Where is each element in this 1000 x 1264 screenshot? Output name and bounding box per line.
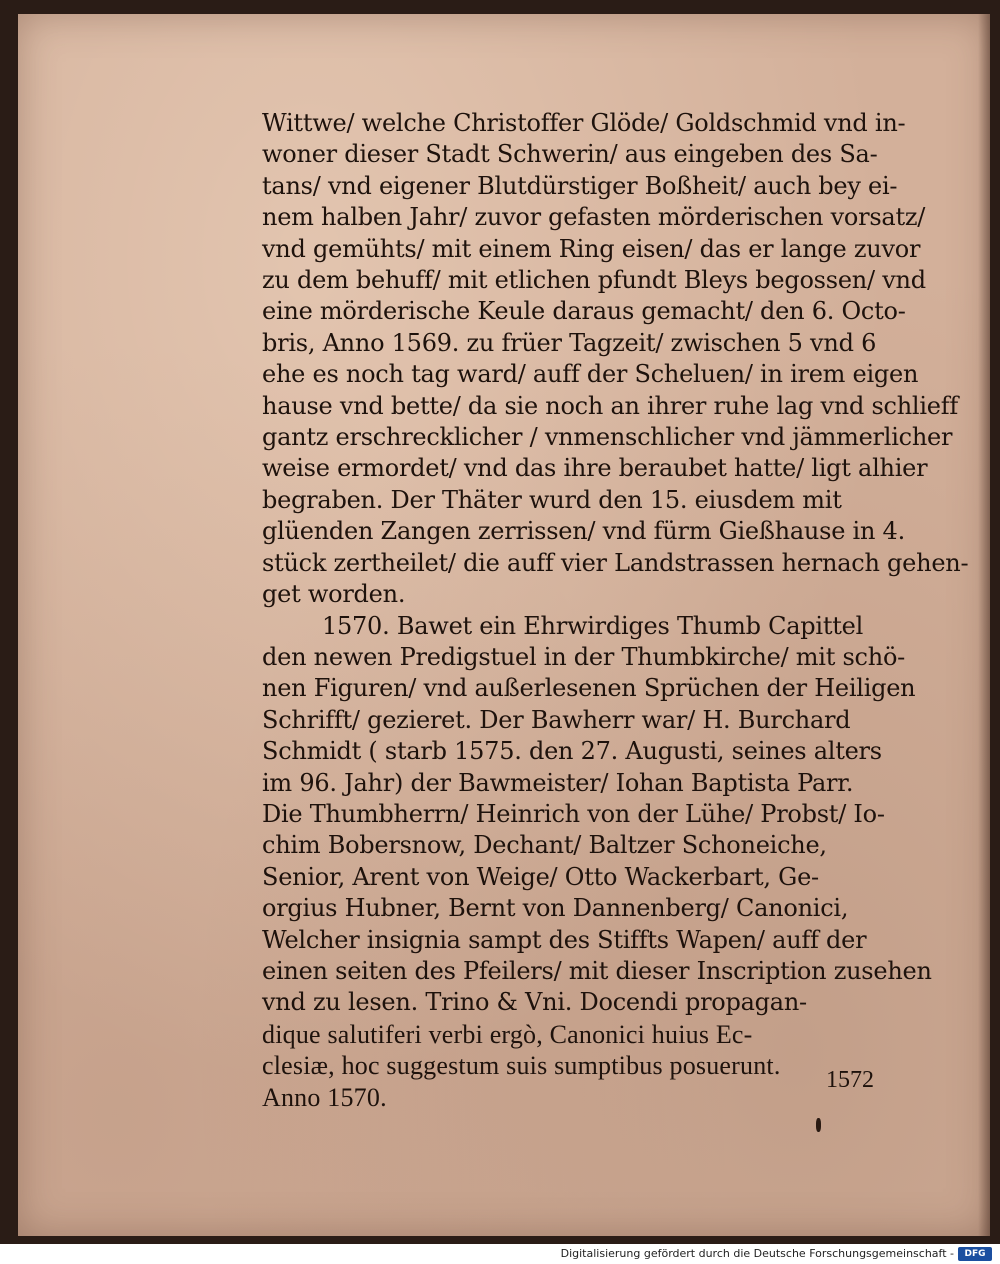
text-line: stück zertheilet/ die auff vier Landstrassen hernach gehen- <box>262 548 969 577</box>
text-line: Schmidt ( starb 1575. den 27. Augusti, seines alters <box>262 737 882 766</box>
text-line: Senior, Arent von Weige/ Otto Wackerbart, Ge- <box>262 862 819 891</box>
text-line: dique salutiferi verbi ergò, Canonici huius Ec- <box>262 1019 753 1049</box>
text-line: vnd gemühts/ mit einem Ring eisen/ das er lange zuvor <box>262 234 921 263</box>
footer-bar <box>0 1244 1000 1264</box>
page-edge-shadow <box>978 14 990 1236</box>
text-line: begraben. Der Thäter wurd den 15. eiusdem mit <box>262 485 842 514</box>
text-line: im 96. Jahr) der Bawmeister/ Iohan Baptista Parr. <box>262 768 854 797</box>
text-line: nen Figuren/ vnd außerlesenen Sprüchen der Heiligen <box>262 674 916 703</box>
text-line: zu dem behuff/ mit etlichen pfundt Bleys begossen/ vnd <box>262 266 926 295</box>
text-line: vnd zu lesen. Trino & Vni. Docendi propagan- <box>262 988 807 1017</box>
text-line: glüenden Zangen zerrissen/ vnd fürm Gießhause in 4. <box>262 517 905 546</box>
text-line: tans/ vnd eigener Blutdürstiger Boßheit/ auch bey ei- <box>262 171 898 200</box>
text-line: Anno 1570. <box>262 1082 387 1112</box>
text-line: chim Bobersnow, Dechant/ Baltzer Schoneiche, <box>262 831 827 860</box>
catchword: 1572 <box>826 1067 874 1093</box>
text-line: bris, Anno 1569. zu früer Tagzeit/ zwischen 5 vnd 6 <box>262 328 877 357</box>
text-line: den newen Predigstuel in der Thumbkirche/ mit schö- <box>262 642 906 671</box>
text-line: einen seiten des Pfeilers/ mit dieser Inscription zusehen <box>262 956 932 985</box>
text-line: weise ermordet/ vnd das ihre beraubet hatte/ ligt alhier <box>262 454 928 483</box>
text-line: hause vnd bette/ da sie noch an ihrer ruhe lag vnd schlieff <box>262 391 959 420</box>
dfg-logo-icon: DFG <box>958 1247 992 1261</box>
text-line: Welcher insignia sampt des Stiffts Wapen/ auff der <box>262 925 867 954</box>
text-line: woner dieser Stadt Schwerin/ aus eingeben des Sa- <box>262 140 878 169</box>
text-line: 1570. Bawet ein Ehrwirdiges Thumb Capittel <box>322 611 864 640</box>
text-line: orgius Hubner, Bernt von Dannenberg/ Canonici, <box>262 894 849 923</box>
text-line: nem halben Jahr/ zuvor gefasten mörderischen vorsatz/ <box>262 203 926 232</box>
text-line: Die Thumbherrn/ Heinrich von der Lühe/ Probst/ Io- <box>262 799 885 828</box>
text-line: get worden. <box>262 580 406 609</box>
ink-spot <box>816 1118 821 1132</box>
text-line: Wittwe/ welche Christoffer Glöde/ Goldschmid vnd in- <box>262 109 906 137</box>
text-line: clesiæ, hoc suggestum suis sumptibus posuerunt. <box>262 1051 781 1081</box>
funding-notice: Digitalisierung gefördert durch die Deutsche Forschungsgemeinschaft - <box>560 1247 954 1260</box>
text-line: Schrifft/ gezieret. Der Bawherr war/ H. Burchard <box>262 705 851 734</box>
text-line: ehe es noch tag ward/ auff der Scheluen/ in irem eigen <box>262 360 919 389</box>
page-text <box>262 108 969 1113</box>
text-line: gantz erschrecklicher / vnmenschlicher vnd jämmerlicher <box>262 423 953 452</box>
text-line: eine mörderische Keule daraus gemacht/ den 6. Octo- <box>262 297 906 326</box>
